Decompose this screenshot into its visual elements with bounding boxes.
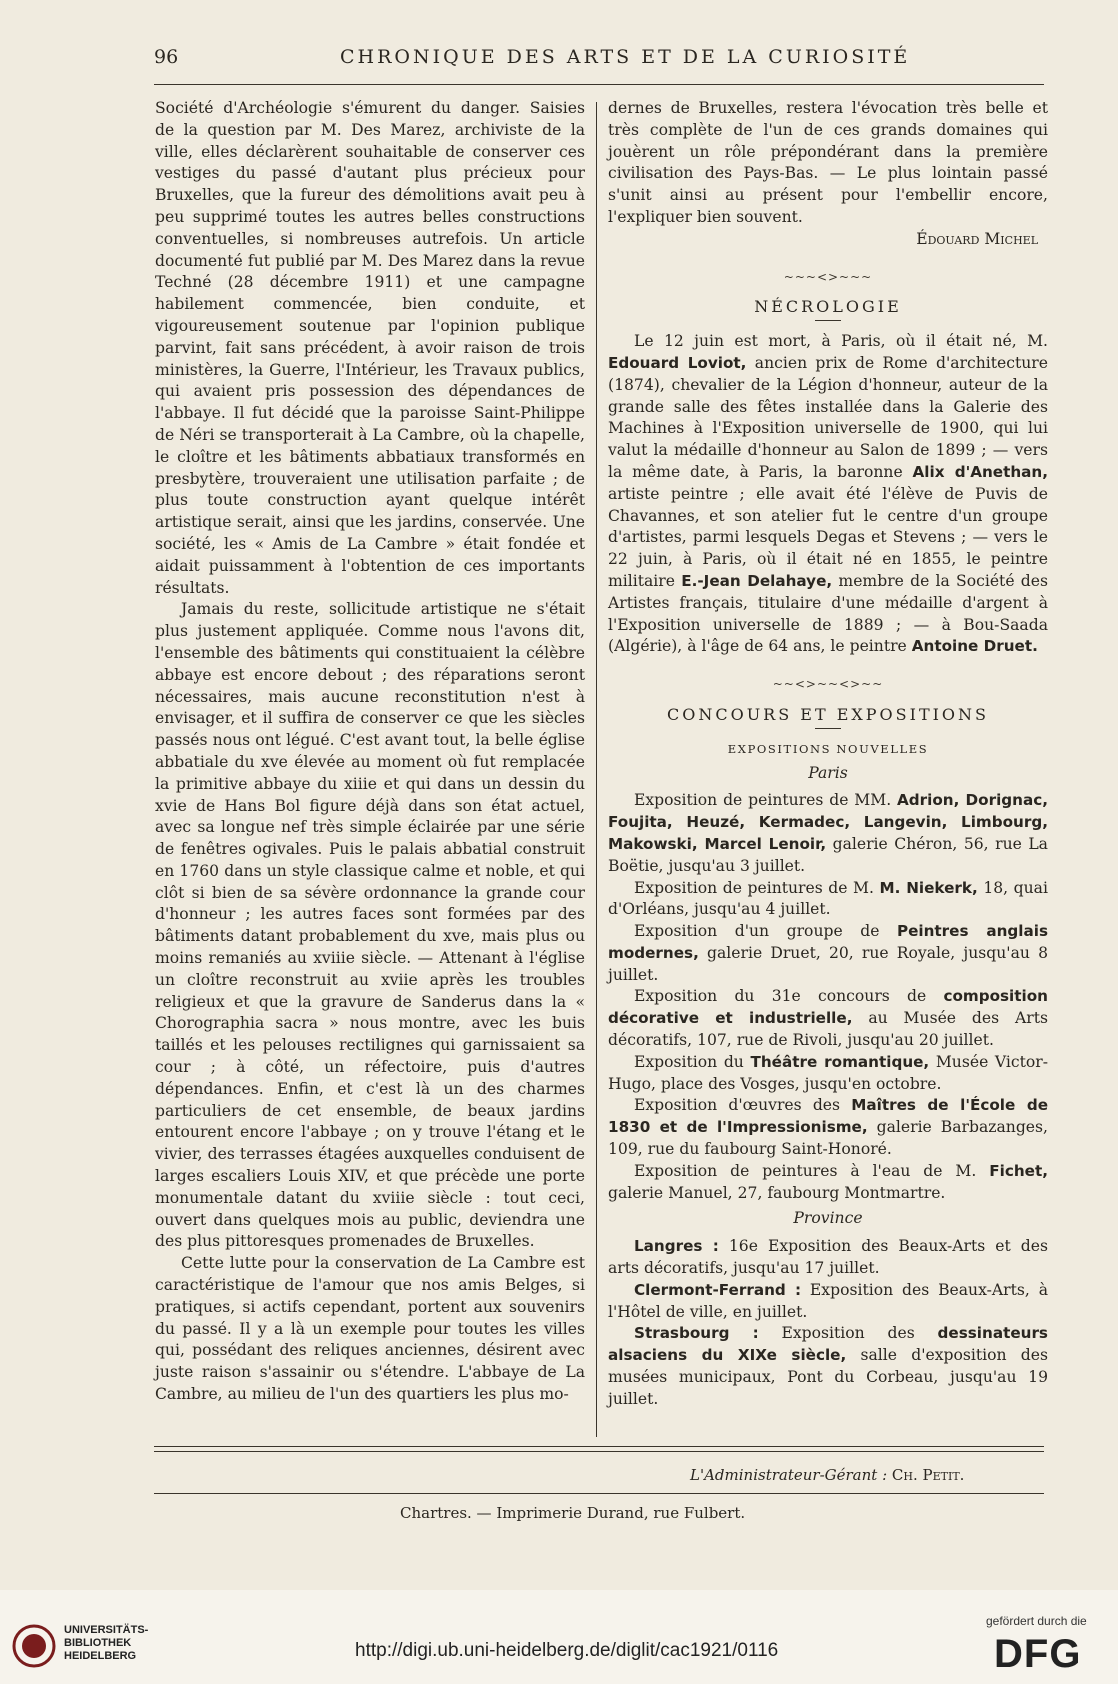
section-rule [815, 320, 841, 321]
person-name: E.-Jean Delahaye, [681, 571, 833, 590]
subsection-heading: EXPOSITIONS NOUVELLES [727, 741, 929, 756]
exposition-entry: Exposition du Théâtre romantique, Musée Victor-Hugo, place des Vosges, jusqu'en octobre. [608, 1052, 1048, 1093]
page-header [150, 42, 1040, 72]
person-name: Antoine Druet. [911, 637, 1038, 656]
exposition-entry: Exposition de peintures de M. M. Niekerk, 18, quai d'Orléans, jusqu'au 4 juillet. [608, 878, 1048, 919]
viewer-footer [0, 1590, 1118, 1684]
exposition-entry: Exposition d'œuvres des Maîtres de l'École de 1830 et de l'Impressionisme, galerie Barbazanges, 109, rue du faubourg Saint-Honoré. [608, 1096, 1048, 1159]
left-paragraph: Cette lutte pour la conservation de La Cambre est caractéristique de l'amour que nos amis Belges, si pratiques, si actifs cependant, portent aux souvenirs du passé. Il y a là un exemple pour toutes les villes qui, possédant des reliques anciennes, désirent avec juste raison s'assainir ou s'étendre. L'abbaye de La Cambre, au milieu de l'un des quartiers les plus mo- [155, 1254, 585, 1404]
article-conclusion: dernes de Bruxelles, restera l'évocation très belle et très complète de l'un de ces grands domaines qui jouèrent un rôle prépondérant dans la première civilisation des Pays-Bas. — Le plus lointain passé s'unit ainsi au présent pour l'embellir encore, l'expliquer bien souvent. [608, 99, 1048, 226]
exposition-entry: Exposition du 31e concours de composition décorative et industrielle, au Musée des Arts décoratifs, 107, rue de Rivoli, jusqu'au 20 juillet. [608, 987, 1048, 1050]
footer-rule-thin [154, 1451, 1044, 1452]
exposition-entry: Exposition d'un groupe de Peintres anglais modernes, galerie Druet, 20, rue Royale, jusqu'au 8 juillet. [608, 922, 1048, 984]
ornament-divider: ~~<>~~<>~~ [772, 677, 884, 692]
column-divider [596, 102, 597, 1437]
permalink-url[interactable]: http://digi.ub.uni-heidelberg.de/diglit/cac1921/0116 [355, 1640, 779, 1661]
section-rule [815, 728, 841, 729]
header-rule [154, 84, 1044, 85]
person-name: Edouard Loviot, [608, 353, 747, 372]
sponsor-text: gefördert durch die [986, 1614, 1087, 1628]
page-number: 96 [154, 46, 179, 68]
person-name: Alix d'Anethan, [912, 462, 1048, 481]
dfg-logo: DFG [994, 1632, 1082, 1676]
province-entry: Strasbourg : Exposition des dessinateurs alsaciens du XIXe siècle, salle d'exposition des musées municipaux, Pont du Corbeau, jusqu'au 19 juillet. [608, 1324, 1048, 1408]
exposition-entry: Exposition de peintures de MM. Adrion, Dorignac, Foujita, Heuzé, Kermadec, Langevin, Limbourg, Makowski, Marcel Lenoir, galerie Chéron, 56, rue La Boëtie, jusqu'au 3 juillet. [608, 791, 1048, 875]
province-entry: Clermont-Ferrand : Exposition des Beaux-Arts, à l'Hôtel de ville, en juillet. [608, 1280, 1048, 1321]
colophon-rule [154, 1493, 1044, 1494]
exposition-entry: Exposition de peintures à l'eau de M. Fichet, galerie Manuel, 27, faubourg Montmartre. [608, 1161, 1048, 1202]
administrator-line: L'Administrateur-Gérant : Ch. Petit. [690, 1466, 965, 1484]
university-library-label: UNIVERSITÄTS- BIBLIOTHEK HEIDELBERG [64, 1624, 149, 1662]
university-seal-icon [12, 1624, 56, 1668]
article-signature: Édouard Michel [916, 229, 1038, 248]
necrologie-title: NÉCROLOGIE [754, 297, 902, 317]
province-entry: Langres : 16e Exposition des Beaux-Arts et des arts décoratifs, jusqu'au 17 juillet. [608, 1237, 1048, 1278]
necrologie-paragraph: Le 12 juin est mort, à Paris, où il était né, M. Edouard Loviot, ancien prix de Rome d'architecture (1874), chevalier de la Légion d'honneur, auteur de la grande salle des fêtes installée dans la Galerie des Machines à l'Exposition universelle de 1900, qui lui valut la médaille d'honneur au Salon de 1899 ; — vers la même date, à Paris, la baronne Alix d'Anethan, artiste peintre ; elle avait été l'élève de Puvis de Chavannes, et son atelier fut le centre d'un groupe d'artistes, parmi lesquels Degas et Stevens ; — vers le 22 juin, à Paris, où il était né en 1855, le peintre militaire E.-Jean Delahaye, membre de la Société des Artistes français, titulaire d'une médaille d'argent à l'Exposition universelle de 1889 ; — à Bou-Saada (Algérie), à l'âge de 64 ans, le peintre Antoine Druet. [608, 332, 1048, 656]
left-column [155, 98, 585, 1406]
place-heading-province: Province [793, 1209, 863, 1228]
left-paragraph: Jamais du reste, sollicitude artistique ne s'était plus justement appliquée. Comme nous l'avons dit, l'ensemble des bâtiments qui constituaient la célèbre abbaye est encore debout ; des réparations seront nécessaires, mais aucune reconstitution n'est à envisager, et il suffira de conserver ce que les siècles passés nous ont légué. C'est avant tout, la belle église abbatiale du xve élevée au moment où fut remplacée la primitive abbaye du xiiie et qui dans un dessin du xvie de Hans Bol figure déjà dans son état actuel, avec sa longue nef très simple éclairée par une série de fenêtres ogivales. Puis le palais abbatial construit en 1760 dans un style classique calme et noble, et qui clôt si bien de sa sévère ordonnance la grande cour d'honneur ; les autres faces sont formées par des bâtiments datant probablement du xve, mais plus ou moins remaniés au xviiie siècle. — Attenant à l'église un cloître reconstruit au xviie après les troubles religieux et que la gravure de Sanderus dans la « Chorographia sacra » nous montre, avec les buis taillés et les pelouses rectilignes qui garnissaient sa cour ; à côté, un réfectoire, puis d'autres dépendances. Enfin, et c'est là un des charmes particuliers de cet ensemble, de beaux jardins entourent encore l'abbaye ; on y trouve l'étang et le vivier, des terrasses étagées auxquelles conduisent de larges escaliers Louis XIV, et que précède une porte monumentale datant du xviiie siècle : tout ceci, ouvert dans quelques mois au public, deviendra une des plus pittoresques promenades de Bruxelles. [155, 600, 585, 1251]
administrator-name: Ch. Petit. [891, 1466, 965, 1484]
right-column [608, 98, 1048, 1411]
left-paragraph: Société d'Archéologie s'émurent du danger. Saisies de la question par M. Des Marez, archiviste de la ville, elles déclarèrent souhaitable de conserver ces vestiges du passé d'autant plus précieux pour Bruxelles, que la fureur des démolitions avait peu à peu supprimé toutes les autres belles constructions conventuelles, si nombreuses autrefois. Un article documenté fut publié par M. Des Marez dans la revue Techné (28 décembre 1911) et une campagne habilement commencée, bien conduite, et vigoureusement soutenue par l'opinion publique parvint, fait sans précédent, à avoir raison de trois ministères, la Guerre, l'Intérieur, les Travaux publics, qui avaient pris possession des dépendances de l'abbaye. Il fut décidé que la paroisse Saint-Philippe de Néri se transporterait à La Cambre, où la chapelle, le cloître et les bâtiments abbatiaux transformés en presbytère, trouveraient une utilisation parfaite ; de plus toute construction ayant quelque intérêt artistique serait, ainsi que les jardins, conservée. Une société, les « Amis de La Cambre » était fondée et aidait puissamment à l'obtention de ces importants résultats. [155, 99, 585, 597]
footer-rule [154, 1446, 1044, 1447]
running-title: CHRONIQUE DES ARTS ET DE LA CURIOSITÉ [340, 46, 911, 68]
place-heading-paris: Paris [808, 763, 848, 782]
ornament-divider: ~~~<>~~~ [783, 269, 873, 284]
printer-line: Chartres. — Imprimerie Durand, rue Fulbert. [400, 1504, 746, 1522]
concours-title: CONCOURS ET EXPOSITIONS [666, 704, 990, 724]
